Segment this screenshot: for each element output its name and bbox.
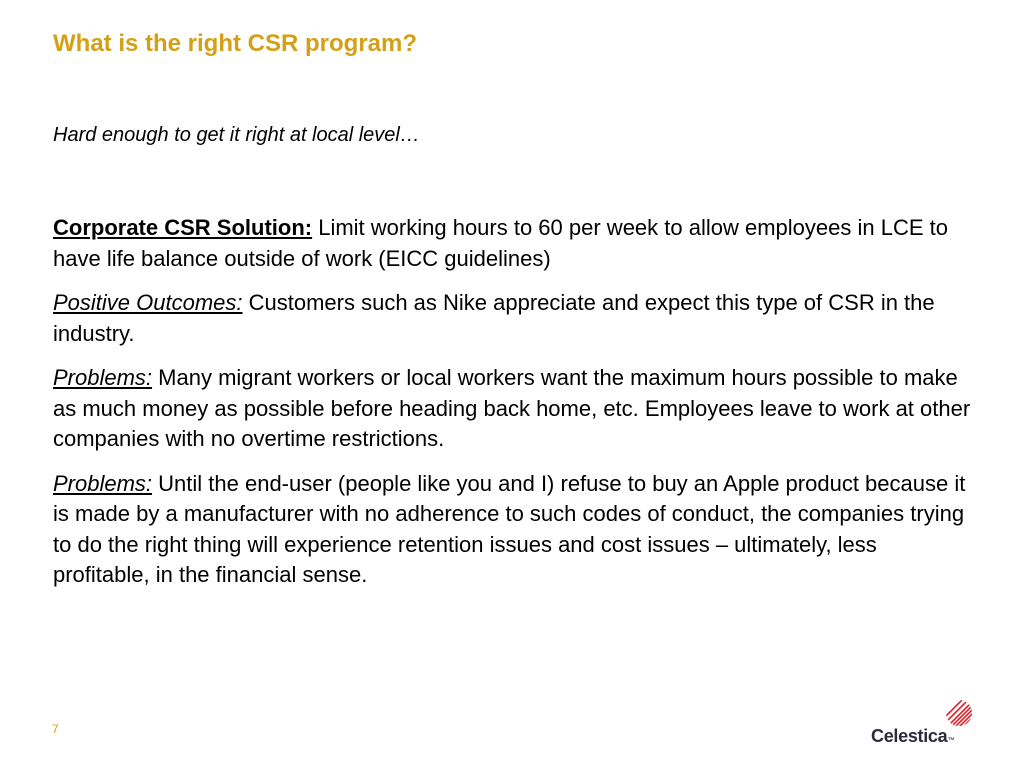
paragraph-text: Limit working hours to 60 per week to allow employees in LCE to have life balance outside of work (EICC guidelines) xyxy=(53,215,948,271)
paragraph-positive-outcomes xyxy=(53,288,973,349)
celestica-logo-icon xyxy=(944,698,974,728)
logo-wordmark xyxy=(871,726,954,747)
page-number: 7 xyxy=(52,722,59,736)
logo-trademark: ™ xyxy=(947,737,955,744)
slide-subtitle: Hard enough to get it right at local level… xyxy=(53,124,420,146)
paragraph-problems-1 xyxy=(53,363,973,455)
slide-body xyxy=(53,213,973,605)
paragraph-lead: Problems: xyxy=(53,470,153,496)
paragraph-lead: Problems: xyxy=(53,365,153,390)
paragraph-lead: Corporate CSR Solution: xyxy=(53,215,313,240)
paragraph-text: Customers such as Nike appreciate and expect this type of CSR in the industry. xyxy=(53,290,935,346)
celestica-logo xyxy=(868,698,978,748)
paragraph-text: Until the end-user (people like you and I) refuse to buy an Apple product because it is made by a manufacturer with no adherence to such codes of conduct, the companies trying to do the right thing will experience retention issues and cost issues – ultimately, less profitable, in the financial sense. xyxy=(53,470,966,587)
paragraph-lead: Positive Outcomes: xyxy=(53,290,243,315)
logo-name: Celestica xyxy=(871,726,948,746)
slide-title: What is the right CSR program? xyxy=(53,30,418,57)
paragraph-text: Many migrant workers or local workers want the maximum hours possible to make as much money as possible before heading back home, etc. Employees leave to work at other companies with no overtime restrictions. xyxy=(53,365,971,451)
paragraph-problems-2 xyxy=(53,469,973,591)
paragraph-corporate-solution xyxy=(53,213,973,274)
